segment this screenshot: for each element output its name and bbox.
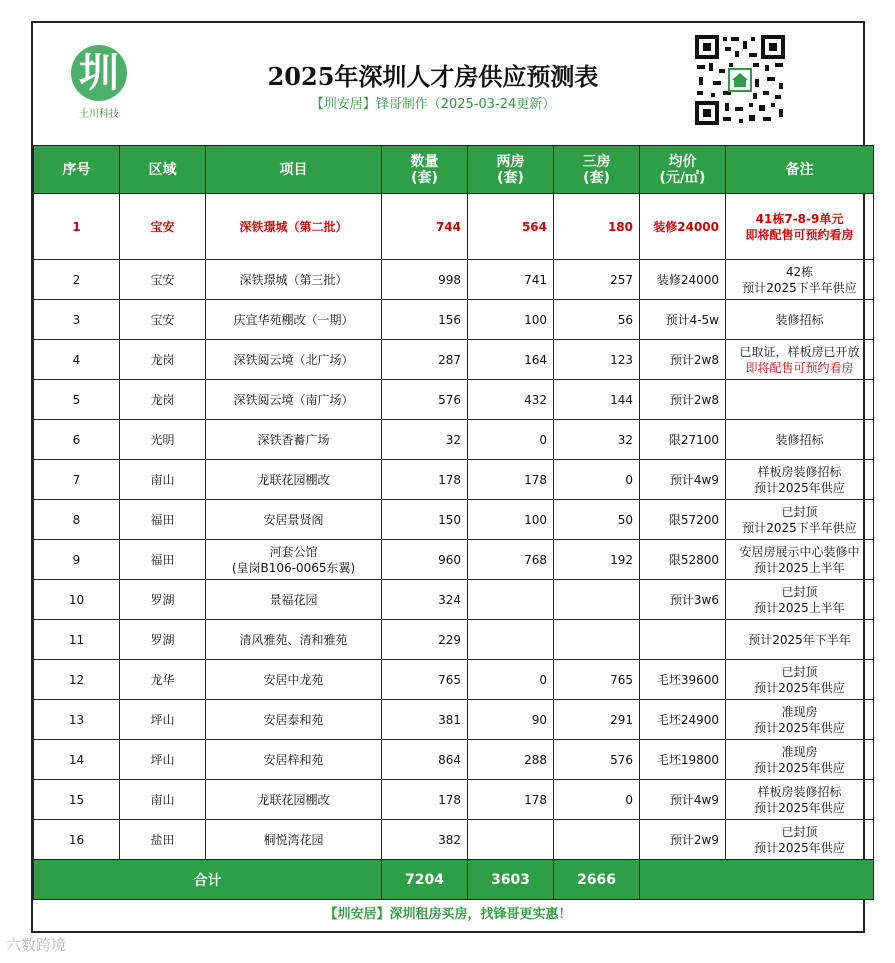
row-two-bedroom: 100 xyxy=(468,500,554,540)
row-area: 盐田 xyxy=(120,820,206,860)
row-two-bedroom: 741 xyxy=(468,260,554,300)
row-three-bedroom: 50 xyxy=(554,500,640,540)
row-number: 3 xyxy=(34,300,120,340)
row-quantity: 998 xyxy=(382,260,468,300)
row-three-bedroom xyxy=(554,580,640,620)
row-two-bedroom: 178 xyxy=(468,460,554,500)
table-row xyxy=(34,420,874,460)
page-subtitle: 【圳安居】锋哥制作（2025-03-24更新） xyxy=(310,97,556,112)
column-header-label: 数量 xyxy=(410,153,439,170)
row-notes-line: 42栋 xyxy=(785,264,814,279)
row-notes-line: 样板房装修招标 xyxy=(757,464,842,479)
row-notes xyxy=(726,420,874,460)
row-number: 7 xyxy=(34,460,120,500)
qr-code-icon xyxy=(693,33,787,127)
row-notes-line: 预计2025年下半年 xyxy=(748,632,851,647)
row-three-bedroom: 576 xyxy=(554,740,640,780)
row-two-bedroom: 768 xyxy=(468,540,554,580)
row-three-bedroom: 123 xyxy=(554,340,640,380)
table-row xyxy=(34,380,874,420)
row-quantity: 287 xyxy=(382,340,468,380)
row-notes-line: 即将配售可预约看房 xyxy=(745,227,854,242)
column-header-label: 备注 xyxy=(785,161,814,178)
row-project-line: 安居泰和苑 xyxy=(263,712,324,727)
row-notes-line: 预计2025年供应 xyxy=(754,480,845,495)
row-project xyxy=(206,660,382,700)
supply-table xyxy=(33,145,874,900)
row-price: 预计2w8 xyxy=(640,380,726,420)
row-notes xyxy=(726,260,874,300)
row-project xyxy=(206,194,382,260)
row-quantity: 32 xyxy=(382,420,468,460)
row-number: 13 xyxy=(34,700,120,740)
row-project-line: 深铁阅云境（北广场） xyxy=(233,352,354,367)
row-notes-line: 41栋7-8-9单元 xyxy=(755,211,844,226)
row-two-bedroom: 0 xyxy=(468,420,554,460)
row-number: 10 xyxy=(34,580,120,620)
row-project xyxy=(206,540,382,580)
row-number: 4 xyxy=(34,340,120,380)
row-area: 龙岗 xyxy=(120,380,206,420)
row-project xyxy=(206,620,382,660)
column-header xyxy=(468,146,554,194)
row-number: 5 xyxy=(34,380,120,420)
row-notes-line: 预计2025年供应 xyxy=(754,680,845,695)
row-project xyxy=(206,780,382,820)
page-title: 2025年深圳人才房供应预测表 xyxy=(267,62,599,91)
row-area: 宝安 xyxy=(120,300,206,340)
row-project-line: 河套公馆 xyxy=(269,544,318,559)
row-project xyxy=(206,340,382,380)
table-row xyxy=(34,260,874,300)
row-notes-line: 已封顶 xyxy=(781,664,818,679)
table-row xyxy=(34,500,874,540)
row-notes-line: 预计2025下半年供应 xyxy=(742,520,857,535)
row-project xyxy=(206,820,382,860)
row-number: 16 xyxy=(34,820,120,860)
row-number: 9 xyxy=(34,540,120,580)
row-project-line: 景福花园 xyxy=(269,592,318,607)
row-price: 限57200 xyxy=(640,500,726,540)
row-area: 罗湖 xyxy=(120,620,206,660)
row-two-bedroom: 432 xyxy=(468,380,554,420)
row-three-bedroom: 144 xyxy=(554,380,640,420)
row-quantity: 744 xyxy=(382,194,468,260)
row-notes-line: 已取证，样板房已开放 xyxy=(739,344,860,359)
row-quantity: 765 xyxy=(382,660,468,700)
total-three-bedroom: 2666 xyxy=(554,860,640,900)
row-notes xyxy=(726,660,874,700)
row-notes xyxy=(726,300,874,340)
row-notes-line: 已封顶 xyxy=(781,504,818,519)
row-area: 南山 xyxy=(120,780,206,820)
row-price: 毛坯19800 xyxy=(640,740,726,780)
row-price xyxy=(640,620,726,660)
row-notes xyxy=(726,194,874,260)
row-price: 预计2w8 xyxy=(640,340,726,380)
row-number: 14 xyxy=(34,740,120,780)
column-header-unit: (元/㎡) xyxy=(659,169,706,186)
column-header-label: 项目 xyxy=(279,161,308,178)
row-notes xyxy=(726,540,874,580)
row-three-bedroom: 56 xyxy=(554,300,640,340)
row-area: 宝安 xyxy=(120,194,206,260)
row-notes-line: 即将配售可预约看房 xyxy=(745,360,854,375)
row-three-bedroom: 291 xyxy=(554,700,640,740)
row-price: 装修24000 xyxy=(640,260,726,300)
poster-frame xyxy=(31,21,865,933)
row-quantity: 576 xyxy=(382,380,468,420)
row-three-bedroom: 32 xyxy=(554,420,640,460)
column-header-unit: (套) xyxy=(497,169,524,186)
row-number: 1 xyxy=(34,194,120,260)
row-notes-line: 预计2025上半年 xyxy=(754,560,845,575)
table-row xyxy=(34,300,874,340)
row-project xyxy=(206,580,382,620)
row-two-bedroom: 564 xyxy=(468,194,554,260)
row-quantity: 150 xyxy=(382,500,468,540)
row-notes xyxy=(726,380,874,420)
row-three-bedroom xyxy=(554,620,640,660)
row-notes-line: 样板房装修招标 xyxy=(757,784,842,799)
row-notes-line: 预计2025上半年 xyxy=(754,600,845,615)
row-area: 坪山 xyxy=(120,740,206,780)
watermark: 六数跨境 xyxy=(6,936,67,954)
row-price: 预计4w9 xyxy=(640,460,726,500)
row-project-line: 清风雅苑、清和雅苑 xyxy=(239,632,348,647)
row-two-bedroom: 178 xyxy=(468,780,554,820)
column-header-unit: (套) xyxy=(411,169,438,186)
header xyxy=(33,23,863,145)
total-label: 合计 xyxy=(34,860,382,900)
row-notes-line: 装修招标 xyxy=(775,312,824,327)
row-area: 福田 xyxy=(120,540,206,580)
row-notes-line: 预计2025年供应 xyxy=(754,720,845,735)
row-two-bedroom: 164 xyxy=(468,340,554,380)
row-project xyxy=(206,420,382,460)
column-header xyxy=(726,146,874,194)
row-notes-line: 已封顶 xyxy=(781,584,818,599)
row-price: 预计4-5w xyxy=(640,300,726,340)
row-notes-line: 准现房 xyxy=(781,704,818,719)
row-notes xyxy=(726,620,874,660)
total-quantity: 7204 xyxy=(382,860,468,900)
column-header xyxy=(120,146,206,194)
row-three-bedroom: 0 xyxy=(554,460,640,500)
row-quantity: 864 xyxy=(382,740,468,780)
row-two-bedroom: 90 xyxy=(468,700,554,740)
row-quantity: 960 xyxy=(382,540,468,580)
column-header-label: 三房 xyxy=(582,153,611,170)
row-two-bedroom xyxy=(468,580,554,620)
row-two-bedroom: 100 xyxy=(468,300,554,340)
row-area: 坪山 xyxy=(120,700,206,740)
row-project xyxy=(206,700,382,740)
row-area: 宝安 xyxy=(120,260,206,300)
row-price: 预计4w9 xyxy=(640,780,726,820)
row-number: 6 xyxy=(34,420,120,460)
row-notes-line: 已封顶 xyxy=(781,824,818,839)
row-three-bedroom: 0 xyxy=(554,780,640,820)
row-number: 8 xyxy=(34,500,120,540)
row-area: 罗湖 xyxy=(120,580,206,620)
row-project xyxy=(206,260,382,300)
row-project xyxy=(206,500,382,540)
row-notes xyxy=(726,340,874,380)
row-project-line: 安居景贤阁 xyxy=(263,512,324,527)
row-notes-line: 安居房展示中心装修中 xyxy=(739,544,860,559)
footer-slogan: 【圳安居】深圳租房买房，找锋哥更实惠！ xyxy=(324,907,572,922)
row-three-bedroom: 257 xyxy=(554,260,640,300)
row-project-line: 深铁阅云境（南广场） xyxy=(233,392,354,407)
row-project-line: 庆宜华苑棚改（一期） xyxy=(233,312,354,327)
row-notes-line: 准现房 xyxy=(781,744,818,759)
row-number: 15 xyxy=(34,780,120,820)
brand-logo: 圳 xyxy=(71,45,127,101)
row-project-line: 深铁香蓄广场 xyxy=(257,432,330,447)
row-area: 龙华 xyxy=(120,660,206,700)
row-project xyxy=(206,380,382,420)
row-price: 限52800 xyxy=(640,540,726,580)
row-price: 限27100 xyxy=(640,420,726,460)
row-project-line: 安居梓和苑 xyxy=(263,752,324,767)
column-header-label: 两房 xyxy=(496,153,525,170)
row-three-bedroom: 180 xyxy=(554,194,640,260)
table-row xyxy=(34,194,874,260)
column-header-unit: (套) xyxy=(583,169,610,186)
row-notes xyxy=(726,500,874,540)
row-notes-line: 预计2025年供应 xyxy=(754,840,845,855)
table-row xyxy=(34,460,874,500)
column-header xyxy=(554,146,640,194)
table-row xyxy=(34,620,874,660)
table-row xyxy=(34,820,874,860)
row-area: 光明 xyxy=(120,420,206,460)
column-header-label: 序号 xyxy=(62,161,91,178)
total-row xyxy=(34,860,874,900)
total-empty xyxy=(640,860,874,900)
column-header xyxy=(640,146,726,194)
table-header-row xyxy=(34,146,874,194)
row-area: 南山 xyxy=(120,460,206,500)
row-notes xyxy=(726,700,874,740)
column-header-label: 区域 xyxy=(148,161,177,178)
row-quantity: 229 xyxy=(382,620,468,660)
row-number: 12 xyxy=(34,660,120,700)
row-two-bedroom: 288 xyxy=(468,740,554,780)
total-two-bedroom: 3603 xyxy=(468,860,554,900)
row-area: 龙岗 xyxy=(120,340,206,380)
column-header-label: 均价 xyxy=(668,153,697,170)
table-row xyxy=(34,740,874,780)
row-quantity: 382 xyxy=(382,820,468,860)
row-notes xyxy=(726,780,874,820)
row-notes xyxy=(726,580,874,620)
row-notes-line: 预计2025年供应 xyxy=(754,760,845,775)
row-price: 毛坯39600 xyxy=(640,660,726,700)
row-notes-line: 预计2025年供应 xyxy=(754,800,845,815)
row-project-line: (皇岗B106-0065东翼) xyxy=(231,560,356,575)
row-project xyxy=(206,460,382,500)
row-project xyxy=(206,300,382,340)
row-notes xyxy=(726,740,874,780)
column-header xyxy=(206,146,382,194)
row-project-line: 龙联花园棚改 xyxy=(257,792,330,807)
row-project-line: 深铁璟城（第二批） xyxy=(239,219,348,234)
row-quantity: 381 xyxy=(382,700,468,740)
table-row xyxy=(34,700,874,740)
row-area: 福田 xyxy=(120,500,206,540)
row-two-bedroom xyxy=(468,820,554,860)
row-price: 装修24000 xyxy=(640,194,726,260)
row-two-bedroom xyxy=(468,620,554,660)
row-price: 预计2w9 xyxy=(640,820,726,860)
row-notes-line: 预计2025下半年供应 xyxy=(742,280,857,295)
table-row xyxy=(34,660,874,700)
table-row xyxy=(34,780,874,820)
row-quantity: 156 xyxy=(382,300,468,340)
column-header xyxy=(34,146,120,194)
column-header xyxy=(382,146,468,194)
row-project-line: 桐悦湾花园 xyxy=(263,832,324,847)
row-project-line: 深铁璟城（第三批） xyxy=(239,272,348,287)
row-project xyxy=(206,740,382,780)
table-row xyxy=(34,340,874,380)
row-project-line: 龙联花园棚改 xyxy=(257,472,330,487)
row-quantity: 178 xyxy=(382,460,468,500)
row-number: 11 xyxy=(34,620,120,660)
row-notes xyxy=(726,460,874,500)
row-two-bedroom: 0 xyxy=(468,660,554,700)
row-three-bedroom: 192 xyxy=(554,540,640,580)
row-three-bedroom xyxy=(554,820,640,860)
row-notes xyxy=(726,820,874,860)
brand-logo-caption: 土川科技 xyxy=(79,109,119,120)
row-quantity: 324 xyxy=(382,580,468,620)
row-price: 预计3w6 xyxy=(640,580,726,620)
row-number: 2 xyxy=(34,260,120,300)
row-project-line: 安居中龙苑 xyxy=(263,672,324,687)
table-row xyxy=(34,580,874,620)
row-price: 毛坯24900 xyxy=(640,700,726,740)
row-three-bedroom: 765 xyxy=(554,660,640,700)
row-quantity: 178 xyxy=(382,780,468,820)
row-notes-line: 装修招标 xyxy=(775,432,824,447)
table-row xyxy=(34,540,874,580)
